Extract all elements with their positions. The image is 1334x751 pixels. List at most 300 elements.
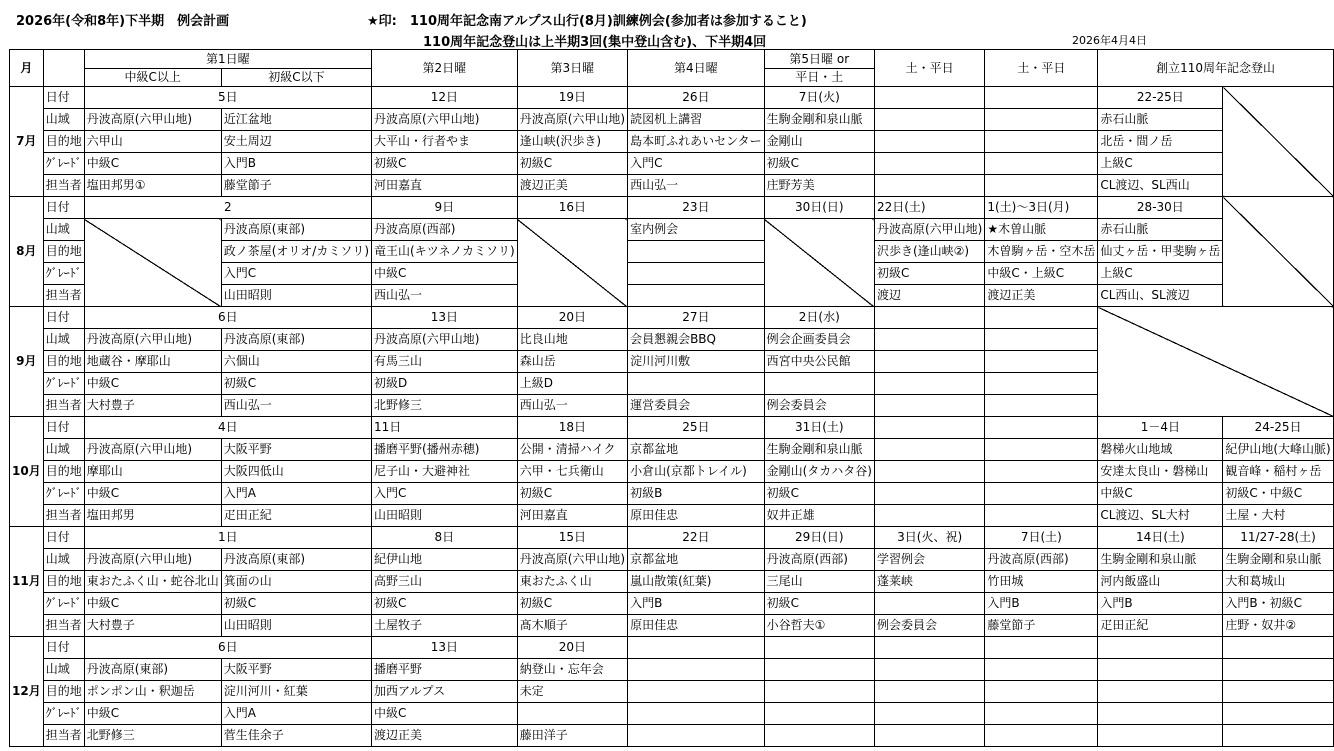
date-cell: 4日 xyxy=(84,417,371,439)
dest-cell: 未定 xyxy=(517,681,627,703)
grade-cell: 上級D xyxy=(517,373,627,395)
date-cell: 11/27-28(土) xyxy=(1223,527,1333,549)
dest-cell: 木曽駒ヶ岳・空木岳 xyxy=(985,241,1098,263)
date-cell: 8日 xyxy=(372,527,518,549)
grade-cell: 入門B xyxy=(628,593,765,615)
area-cell: ★木曽山脈 xyxy=(985,219,1098,241)
dest-cell xyxy=(874,351,984,373)
area-cell: 京都盆地 xyxy=(628,549,765,571)
dest-cell: 摩耶山 xyxy=(84,461,221,483)
dest-cell: 竜王山(キツネノカミソリ) xyxy=(372,241,518,263)
dest-cell: 淀川河川・紅葉 xyxy=(221,681,371,703)
area-cell: 丹波高原(六甲山地) xyxy=(372,329,518,351)
area-cell: 丹波高原(西部) xyxy=(764,549,874,571)
lead-cell xyxy=(985,725,1098,747)
date-cell: 29日(日) xyxy=(764,527,874,549)
month-block-row xyxy=(10,87,1334,109)
row-label: 目的地 xyxy=(43,461,84,483)
row-label: ｸﾞﾚｰﾄﾞ xyxy=(43,483,84,505)
col-header-extra1: 土・平日 xyxy=(874,50,984,87)
dest-cell xyxy=(985,351,1098,373)
dest-cell: 島本町ふれあいセンター xyxy=(628,131,765,153)
grade-cell xyxy=(985,483,1098,505)
dest-cell: 有馬三山 xyxy=(372,351,518,373)
grade-cell xyxy=(628,373,765,395)
dest-cell: 大阪四低山 xyxy=(221,461,371,483)
blank-diagonal-cell xyxy=(1098,307,1333,417)
dest-cell: ポンポン山・釈迦岳 xyxy=(84,681,221,703)
lead-cell: 庄野・奴井② xyxy=(1223,615,1333,637)
area-cell: 紀伊山地 xyxy=(372,549,518,571)
lead-cell xyxy=(874,175,984,197)
dest-cell: 森山岳 xyxy=(517,351,627,373)
grade-cell: 初級C xyxy=(874,263,984,285)
area-cell: 赤石山脈 xyxy=(1098,219,1223,241)
lead-cell: 大村豊子 xyxy=(84,395,221,417)
area-cell: 生駒金剛和泉山脈 xyxy=(1098,549,1223,571)
lead-cell: CL渡辺、SL西山 xyxy=(1098,175,1223,197)
col-header-sun5: 第5日曜 or xyxy=(764,50,874,69)
lead-cell: 運営委員会 xyxy=(628,395,765,417)
area-cell xyxy=(874,329,984,351)
lead-cell xyxy=(874,505,984,527)
area-cell xyxy=(985,659,1098,681)
lead-cell: 渡辺正美 xyxy=(985,285,1098,307)
dest-cell: 三尾山 xyxy=(764,571,874,593)
grade-cell: 入門C xyxy=(372,483,518,505)
lead-cell: 原田佳忠 xyxy=(628,615,765,637)
dest-cell xyxy=(874,131,984,153)
grade-cell: 入門A xyxy=(221,703,371,725)
area-cell: 京都盆地 xyxy=(628,439,765,461)
grade-cell: 入門B・初級C xyxy=(1223,593,1333,615)
area-cell xyxy=(985,439,1098,461)
month-block-row xyxy=(10,417,1334,439)
area-cell: 丹波高原(六甲山地) xyxy=(874,219,984,241)
grade-cell xyxy=(764,373,874,395)
grade-cell xyxy=(985,153,1098,175)
area-cell xyxy=(874,659,984,681)
area-cell: 会員懇親会BBQ xyxy=(628,329,765,351)
dest-cell: 六個山 xyxy=(221,351,371,373)
lead-cell: 庄野芳美 xyxy=(764,175,874,197)
row-label: 山域 xyxy=(43,549,84,571)
lead-cell: 土屋牧子 xyxy=(372,615,518,637)
area-cell: 丹波高原(東部) xyxy=(221,329,371,351)
area-cell: 近江盆地 xyxy=(221,109,371,131)
date-cell xyxy=(1098,637,1223,659)
date-cell: 24-25日 xyxy=(1223,417,1333,439)
dest-cell: 六甲山 xyxy=(84,131,221,153)
col-header-sun1-beginner: 初級C以下 xyxy=(221,69,371,87)
grade-cell: 入門A xyxy=(221,483,371,505)
col-header-sun1: 第1日曜 xyxy=(84,50,371,69)
date-cell: 1(土)～3日(月) xyxy=(985,197,1098,219)
area-cell: 学習例会 xyxy=(874,549,984,571)
dest-cell: 西宮中央公民館 xyxy=(764,351,874,373)
blank-diagonal-cell xyxy=(1223,87,1333,197)
dest-cell: 小倉山(京都トレイル) xyxy=(628,461,765,483)
month-block-row xyxy=(10,197,1334,219)
grade-cell: 中級C xyxy=(372,263,518,285)
lead-cell: CL西山、SL渡辺 xyxy=(1098,285,1223,307)
lead-cell xyxy=(874,725,984,747)
dest-cell: 沢歩き(逢山峡②) xyxy=(874,241,984,263)
area-cell xyxy=(985,109,1098,131)
grade-cell: 初級C xyxy=(221,373,371,395)
row-label: 担当者 xyxy=(43,505,84,527)
date-cell: 2 xyxy=(84,197,371,219)
dest-cell: 金剛山 xyxy=(764,131,874,153)
lead-cell: 例会委員会 xyxy=(874,615,984,637)
area-cell: 納登山・忘年会 xyxy=(517,659,627,681)
grade-cell xyxy=(874,593,984,615)
dest-cell: 地蔵谷・摩耶山 xyxy=(84,351,221,373)
row-label: ｸﾞﾚｰﾄﾞ xyxy=(43,373,84,395)
dest-cell: 箕面の山 xyxy=(221,571,371,593)
document-date: 2026年4月4日 xyxy=(1072,34,1147,47)
area-cell xyxy=(874,439,984,461)
date-cell: 14日(土) xyxy=(1098,527,1223,549)
grade-cell xyxy=(874,153,984,175)
lead-cell: 西山弘一 xyxy=(628,175,765,197)
row-label: 山域 xyxy=(43,109,84,131)
row-label: 担当者 xyxy=(43,395,84,417)
grade-cell: 初級C xyxy=(372,593,518,615)
grade-cell: 初級C xyxy=(764,593,874,615)
dest-cell: 大和葛城山 xyxy=(1223,571,1333,593)
area-cell: 生駒金剛和泉山脈 xyxy=(764,109,874,131)
area-cell xyxy=(628,659,765,681)
lead-cell: 西山弘一 xyxy=(517,395,627,417)
dest-cell: 加西アルプス xyxy=(372,681,518,703)
row-label: 山域 xyxy=(43,329,84,351)
dest-cell: 逢山峡(沢歩き) xyxy=(517,131,627,153)
area-cell: 公開・清掃ハイク xyxy=(517,439,627,461)
lead-cell xyxy=(874,395,984,417)
row-label: 山域 xyxy=(43,439,84,461)
grade-cell xyxy=(1223,703,1333,725)
date-cell: 16日 xyxy=(517,197,627,219)
lead-cell: 大村豊子 xyxy=(84,615,221,637)
grade-cell xyxy=(985,703,1098,725)
grade-cell: 中級C xyxy=(84,153,221,175)
blank-diagonal-cell xyxy=(517,219,627,307)
date-cell: 7日(土) xyxy=(985,527,1098,549)
lead-cell: 渡辺 xyxy=(874,285,984,307)
grade-cell: 初級D xyxy=(372,373,518,395)
month-block-row xyxy=(10,527,1334,549)
blank-cell xyxy=(628,263,765,285)
dest-cell xyxy=(874,681,984,703)
dest-cell: 河内飯盛山 xyxy=(1098,571,1223,593)
date-cell: 1－4日 xyxy=(1098,417,1223,439)
dest-cell: 安達太良山・磐梯山 xyxy=(1098,461,1223,483)
area-cell xyxy=(1098,659,1223,681)
row-label: 日付 xyxy=(43,637,84,659)
col-header-sun5-weekday: 平日・土 xyxy=(764,69,874,87)
lead-cell xyxy=(764,725,874,747)
date-cell xyxy=(874,637,984,659)
date-cell: 6日 xyxy=(84,637,371,659)
row-label: 担当者 xyxy=(43,725,84,747)
date-cell: 22日 xyxy=(628,527,765,549)
date-cell xyxy=(874,87,984,109)
grade-cell: 中級C xyxy=(84,483,221,505)
area-cell: 例会企画委員会 xyxy=(764,329,874,351)
area-cell: 赤石山脈 xyxy=(1098,109,1223,131)
lead-cell: 渡辺正美 xyxy=(517,175,627,197)
lead-cell: 塩田邦男① xyxy=(84,175,221,197)
dest-cell: 政ノ茶屋(オリオ/カミソリ) xyxy=(221,241,371,263)
area-cell: 播磨平野 xyxy=(372,659,518,681)
col-header-anniversary: 創立110周年記念登山 xyxy=(1098,50,1333,87)
grade-cell xyxy=(874,483,984,505)
date-cell: 22-25日 xyxy=(1098,87,1223,109)
grade-cell: 初級C xyxy=(517,483,627,505)
row-label: 目的地 xyxy=(43,351,84,373)
area-cell: 生駒金剛和泉山脈 xyxy=(764,439,874,461)
grade-cell: 入門B xyxy=(221,153,371,175)
lead-cell: 小谷哲夫① xyxy=(764,615,874,637)
date-cell: 23日 xyxy=(628,197,765,219)
area-cell xyxy=(764,659,874,681)
date-cell xyxy=(874,307,984,329)
area-cell: 丹波高原(六甲山地) xyxy=(517,109,627,131)
col-header-month: 月 xyxy=(10,50,44,87)
lead-cell: 渡辺正美 xyxy=(372,725,518,747)
month-label: 11月 xyxy=(10,527,44,637)
grade-cell xyxy=(985,373,1098,395)
row-label: ｸﾞﾚｰﾄﾞ xyxy=(43,703,84,725)
area-cell: 紀伊山地(大峰山脈) xyxy=(1223,439,1333,461)
date-cell: 28-30日 xyxy=(1098,197,1223,219)
area-cell: 丹波高原(東部) xyxy=(221,219,371,241)
grade-cell: 入門C xyxy=(221,263,371,285)
row-label: 日付 xyxy=(43,87,84,109)
lead-cell: 奴井正雄 xyxy=(764,505,874,527)
grade-cell xyxy=(874,703,984,725)
date-cell: 7日(火) xyxy=(764,87,874,109)
grade-cell xyxy=(874,373,984,395)
lead-cell: 西山弘一 xyxy=(372,285,518,307)
date-cell: 2日(水) xyxy=(764,307,874,329)
page-title: 2026年(令和8年)下半期 例会計画 xyxy=(16,14,230,29)
row-label: 山域 xyxy=(43,659,84,681)
grade-cell: 上級C xyxy=(1098,263,1223,285)
col-header-sun4: 第4日曜 xyxy=(628,50,765,87)
lead-cell: CL渡辺、SL大村 xyxy=(1098,505,1223,527)
date-cell xyxy=(985,87,1098,109)
lead-cell: 西山弘一 xyxy=(221,395,371,417)
blank-diagonal-cell xyxy=(1223,197,1333,307)
lead-cell: 藤堂節子 xyxy=(221,175,371,197)
lead-cell: 山田昭則 xyxy=(372,505,518,527)
lead-cell: 山田昭則 xyxy=(221,285,371,307)
date-cell: 20日 xyxy=(517,637,627,659)
date-cell xyxy=(874,417,984,439)
date-cell: 3日(火、祝) xyxy=(874,527,984,549)
row-label: 目的地 xyxy=(43,241,84,263)
grade-cell xyxy=(1098,703,1223,725)
dest-cell: 尼子山・大避神社 xyxy=(372,461,518,483)
grade-cell: 中級C xyxy=(1098,483,1223,505)
area-cell: 丹波高原(六甲山地) xyxy=(372,109,518,131)
date-cell xyxy=(764,637,874,659)
lead-cell: 疋田正紀 xyxy=(1098,615,1223,637)
area-cell: 大阪平野 xyxy=(221,659,371,681)
grade-cell: 上級C xyxy=(1098,153,1223,175)
grade-cell: 中級C xyxy=(84,593,221,615)
area-cell xyxy=(874,109,984,131)
area-cell: 丹波高原(六甲山地) xyxy=(84,549,221,571)
dest-cell: 観音峰・稲村ヶ岳 xyxy=(1223,461,1333,483)
blank-diagonal-cell xyxy=(84,219,221,307)
dest-cell: 竹田城 xyxy=(985,571,1098,593)
date-cell: 13日 xyxy=(372,637,518,659)
area-cell: 丹波高原(東部) xyxy=(221,549,371,571)
blank-diagonal-cell xyxy=(764,219,874,307)
row-label: 日付 xyxy=(43,307,84,329)
month-label: 8月 xyxy=(10,197,44,307)
area-cell: 丹波高原(六甲山地) xyxy=(517,549,627,571)
lead-cell: 河田嘉直 xyxy=(372,175,518,197)
lead-cell xyxy=(985,175,1098,197)
area-cell: 大阪平野 xyxy=(221,439,371,461)
grade-cell: 初級C xyxy=(372,153,518,175)
date-cell: 25日 xyxy=(628,417,765,439)
grade-cell: 初級C xyxy=(517,153,627,175)
grade-cell: 初級B xyxy=(628,483,765,505)
area-cell: 丹波高原(六甲山地) xyxy=(84,439,221,461)
schedule-table xyxy=(9,49,1334,747)
grade-cell: 中級C・上級C xyxy=(985,263,1098,285)
lead-cell: 例会委員会 xyxy=(764,395,874,417)
area-cell: 読図机上講習 xyxy=(628,109,765,131)
grade-cell: 中級C xyxy=(84,373,221,395)
date-cell: 18日 xyxy=(517,417,627,439)
grade-cell xyxy=(517,703,627,725)
grade-cell: 入門B xyxy=(1098,593,1223,615)
grade-cell: 初級C xyxy=(517,593,627,615)
grade-cell: 初級C xyxy=(221,593,371,615)
row-label: 日付 xyxy=(43,527,84,549)
dest-cell xyxy=(874,461,984,483)
dest-cell: 金剛山(タカハタ谷) xyxy=(764,461,874,483)
row-label: 目的地 xyxy=(43,571,84,593)
date-cell xyxy=(985,307,1098,329)
dest-cell xyxy=(985,681,1098,703)
date-cell: 26日 xyxy=(628,87,765,109)
date-cell: 11日 xyxy=(372,417,518,439)
grade-cell: 中級C xyxy=(84,703,221,725)
col-header-sun1-advanced: 中級C以上 xyxy=(84,69,221,87)
area-cell: 室内例会 xyxy=(628,219,765,241)
grade-cell: 入門B xyxy=(985,593,1098,615)
month-label: 7月 xyxy=(10,87,44,197)
date-cell: 30日(日) xyxy=(764,197,874,219)
dest-cell xyxy=(985,131,1098,153)
grade-cell: 初級C・中級C xyxy=(1223,483,1333,505)
grade-cell xyxy=(628,703,765,725)
dest-cell: 嵐山散策(紅葉) xyxy=(628,571,765,593)
date-cell: 27日 xyxy=(628,307,765,329)
lead-cell: 北野修三 xyxy=(372,395,518,417)
lead-cell xyxy=(985,505,1098,527)
month-label: 9月 xyxy=(10,307,44,417)
lead-cell: 藤田洋子 xyxy=(517,725,627,747)
row-label: ｸﾞﾚｰﾄﾞ xyxy=(43,153,84,175)
date-cell: 15日 xyxy=(517,527,627,549)
area-cell: 丹波高原(西部) xyxy=(985,549,1098,571)
date-cell: 6日 xyxy=(84,307,371,329)
month-label: 10月 xyxy=(10,417,44,527)
month-block-row xyxy=(10,307,1334,329)
date-cell: 22日(土) xyxy=(874,197,984,219)
grade-cell: 入門C xyxy=(628,153,765,175)
area-cell: 磐梯火山地域 xyxy=(1098,439,1223,461)
lead-cell: 山田昭則 xyxy=(221,615,371,637)
grade-cell xyxy=(764,703,874,725)
date-cell xyxy=(628,637,765,659)
date-cell xyxy=(985,417,1098,439)
dest-cell xyxy=(764,681,874,703)
row-label: 担当者 xyxy=(43,175,84,197)
area-cell: 丹波高原(六甲山地) xyxy=(84,109,221,131)
row-label: 日付 xyxy=(43,417,84,439)
col-header-sun3: 第3日曜 xyxy=(517,50,627,87)
dest-cell: 大平山・行者やま xyxy=(372,131,518,153)
row-label: 日付 xyxy=(43,197,84,219)
dest-cell xyxy=(985,461,1098,483)
area-cell: 比良山地 xyxy=(517,329,627,351)
dest-cell: 六甲・七兵衛山 xyxy=(517,461,627,483)
lead-cell: 塩田邦男 xyxy=(84,505,221,527)
date-cell: 5日 xyxy=(84,87,371,109)
month-label: 12月 xyxy=(10,637,44,747)
lead-cell xyxy=(628,725,765,747)
date-cell xyxy=(1223,637,1333,659)
dest-cell: 安土周辺 xyxy=(221,131,371,153)
grade-cell: 中級C xyxy=(372,703,518,725)
lead-cell: 藤堂節子 xyxy=(985,615,1098,637)
header-note-anniversary: 110周年記念登山は上半期3回(集中登山含む)、下半期4回 xyxy=(423,35,767,50)
area-cell: 丹波高原(西部) xyxy=(372,219,518,241)
lead-cell: 髙木順子 xyxy=(517,615,627,637)
date-cell: 1日 xyxy=(84,527,371,549)
date-cell xyxy=(985,637,1098,659)
dest-cell xyxy=(1098,681,1223,703)
dest-cell: 東おたふく山・蛇谷北山 xyxy=(84,571,221,593)
date-cell: 12日 xyxy=(372,87,518,109)
blank-cell xyxy=(628,241,765,263)
row-label: 担当者 xyxy=(43,285,84,307)
row-label: 目的地 xyxy=(43,131,84,153)
grade-cell: 初級C xyxy=(764,153,874,175)
row-label: ｸﾞﾚｰﾄﾞ xyxy=(43,593,84,615)
area-cell: 播磨平野(播州赤穂) xyxy=(372,439,518,461)
lead-cell xyxy=(1098,725,1223,747)
dest-cell: 淀川河川敷 xyxy=(628,351,765,373)
row-label: ｸﾞﾚｰﾄﾞ xyxy=(43,263,84,285)
date-cell: 31日(土) xyxy=(764,417,874,439)
lead-cell: 疋田正紀 xyxy=(221,505,371,527)
col-header-sun2: 第2日曜 xyxy=(372,50,518,87)
lead-cell xyxy=(985,395,1098,417)
date-cell: 13日 xyxy=(372,307,518,329)
area-cell xyxy=(985,329,1098,351)
row-label: 目的地 xyxy=(43,681,84,703)
